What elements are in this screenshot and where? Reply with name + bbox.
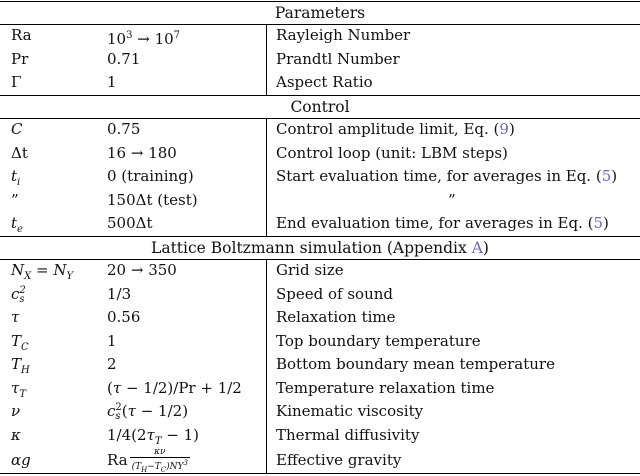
description-cell: Grid size <box>276 261 344 279</box>
value-cell: 20 → 350 <box>107 261 177 279</box>
table-row <box>0 306 640 330</box>
value-cell: 2 <box>107 355 117 373</box>
description-cell: Relaxation time <box>276 308 396 326</box>
table-row <box>0 424 640 448</box>
description-text: ) <box>508 120 515 138</box>
table-bottom-rule <box>0 473 640 474</box>
table-row <box>0 118 640 142</box>
table-row <box>0 377 640 401</box>
symbol-subscript: i <box>17 177 21 188</box>
value-cell: c 2 s (τ − 1/2) <box>107 402 189 422</box>
description-text: ) <box>603 214 609 232</box>
symbol-cell: $\tau_T$ <box>11 378 26 400</box>
table-row <box>0 259 640 283</box>
section-header-lbm <box>0 237 640 259</box>
value-cell: (τ − 1/2)/Pr + 1/2 <box>107 378 242 397</box>
table-row <box>0 353 640 377</box>
value-prefix: Ra <box>107 451 128 469</box>
appendix-ref-link[interactable]: A <box>471 239 483 257</box>
description-cell: Aspect Ratio <box>276 73 373 91</box>
table-row <box>0 330 640 354</box>
symbol-cell: Ra <box>11 26 32 44</box>
value-cell: 0.71 <box>107 49 141 68</box>
fraction: $\frac{\kappa\nu}{(T_H-T_C)NY^3}$ <box>131 447 188 474</box>
section-header-control: Control <box>290 98 350 116</box>
symbol-cell: κ <box>11 425 21 444</box>
symbol-base: t <box>11 214 18 232</box>
description-cell: ” <box>448 190 456 209</box>
value-cell: 150Δt (test) <box>107 190 198 209</box>
table-row <box>0 24 640 48</box>
value-cell: 500Δt <box>107 214 153 232</box>
section-header-text: ) <box>482 239 489 257</box>
description-cell <box>276 165 617 189</box>
value-cell: 1/3 <box>107 284 132 303</box>
description-text: Start evaluation time, for averages in Eq. ( <box>276 167 602 185</box>
equation-ref-link[interactable]: 5 <box>593 214 604 232</box>
symbol-cell: τ <box>11 308 20 326</box>
symbol-cell: Γ <box>11 73 22 91</box>
value-cell: $1/4(2\tau_T - 1)$ <box>107 425 200 447</box>
value-cell <box>107 447 190 475</box>
description-cell: Effective gravity <box>276 451 402 469</box>
symbol-cell: $T_H$ <box>11 355 30 376</box>
equation-ref-link[interactable]: 9 <box>499 120 509 138</box>
description-cell <box>276 212 609 236</box>
value-cell: 1 <box>107 73 117 91</box>
section-header-text: Lattice Boltzmann simulation (Appendix <box>151 239 472 257</box>
symbol-cell: ” <box>11 190 19 209</box>
table-row <box>0 71 640 95</box>
symbol-subscript: e <box>17 224 23 235</box>
table-row <box>0 400 640 424</box>
description-cell: Top boundary temperature <box>276 331 481 350</box>
description-cell <box>276 118 515 142</box>
value-cell: 1 <box>107 331 117 350</box>
table-row <box>0 447 640 473</box>
symbol-cell: $T_C$ <box>11 331 29 353</box>
value-cell: 0 (training) <box>107 167 194 185</box>
value-exponent: 7 <box>173 30 181 41</box>
value-part: 10 <box>107 30 127 48</box>
description-text: ) <box>611 167 618 185</box>
symbol-cell: c 2 s <box>11 284 26 305</box>
symbol-cell: ν <box>11 402 21 420</box>
symbol-cell: $N_X = N_Y$ <box>11 261 74 282</box>
value-exponent: 3 <box>126 30 133 41</box>
symbol-cell: Pr <box>11 49 29 68</box>
table-row <box>0 142 640 166</box>
description-cell: Rayleigh Number <box>276 26 411 44</box>
equation-ref-link[interactable]: 5 <box>601 167 612 185</box>
description-text: Control amplitude limit, Eq. ( <box>276 120 500 138</box>
value-cell: 16 → 180 <box>107 143 177 162</box>
table-row <box>0 48 640 72</box>
symbol-cell: Δt <box>11 143 28 162</box>
value-cell: 0.75 <box>107 120 141 138</box>
symbol-cell: αg <box>11 451 31 469</box>
table-row <box>0 283 640 307</box>
description-cell: Thermal diffusivity <box>276 425 420 444</box>
description-text: End evaluation time, for averages in Eq. ( <box>276 214 594 232</box>
section-header-parameters: Parameters <box>274 4 366 22</box>
description-cell: Kinematic viscosity <box>276 402 424 420</box>
description-cell: Prandtl Number <box>276 49 400 68</box>
symbol-cell: C <box>11 120 23 138</box>
description-cell: Temperature relaxation time <box>276 378 495 397</box>
description-cell: Control loop (unit: LBM steps) <box>276 143 508 162</box>
description-cell: Speed of sound <box>276 284 394 303</box>
table-row <box>0 189 640 213</box>
value-cell: 0.56 <box>107 308 141 326</box>
description-cell: Bottom boundary mean temperature <box>276 355 555 373</box>
value-part: → 10 <box>132 30 174 48</box>
symbol-base: t <box>11 167 18 185</box>
table-row <box>0 212 640 236</box>
table-row <box>0 165 640 189</box>
